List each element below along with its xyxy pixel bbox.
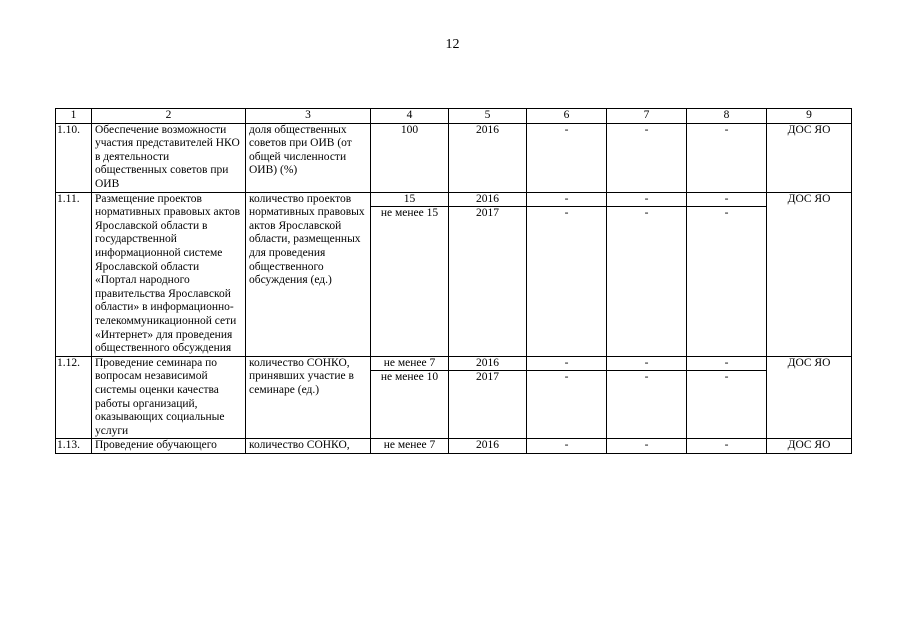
- year-cell: 2016: [449, 439, 527, 454]
- value-cell: не менее 15: [371, 207, 449, 357]
- table-row: [56, 192, 852, 207]
- row-number-cell: 1.12.: [56, 356, 92, 439]
- plan-table: [55, 108, 852, 454]
- col8-cell: -: [687, 371, 767, 439]
- col8-cell: -: [687, 439, 767, 454]
- indicator-cell: количество СОНКО,: [246, 439, 371, 454]
- executor-cell: ДОС ЯО: [767, 356, 852, 439]
- col7-cell: -: [607, 192, 687, 207]
- activity-cell: Проведение семинара по вопросам независимой системы оценки качества работы организаций, оказывающих социальные услуги: [92, 356, 246, 439]
- col6-cell: -: [527, 356, 607, 371]
- col8-cell: -: [687, 192, 767, 207]
- indicator-cell: доля общественных советов при ОИВ (от общей численности ОИВ) (%): [246, 123, 371, 192]
- header-cell: 9: [767, 109, 852, 124]
- table-row: [56, 123, 852, 192]
- indicator-cell: количество СОНКО, принявших участие в семинаре (ед.): [246, 356, 371, 439]
- col7-cell: -: [607, 207, 687, 357]
- indicator-cell: количество проектов нормативных правовых актов Ярославской области, размещенных для проведения общественного обсуждения (ед.): [246, 192, 371, 356]
- table-header-row: [56, 109, 852, 124]
- table-row: [56, 356, 852, 371]
- year-cell: 2016: [449, 356, 527, 371]
- col8-cell: -: [687, 123, 767, 192]
- value-cell: не менее 7: [371, 356, 449, 371]
- value-cell: 15: [371, 192, 449, 207]
- col7-cell: -: [607, 356, 687, 371]
- row-number-cell: 1.11.: [56, 192, 92, 356]
- col7-cell: -: [607, 123, 687, 192]
- header-cell: 4: [371, 109, 449, 124]
- row-number-cell: 1.10.: [56, 123, 92, 192]
- executor-cell: ДОС ЯО: [767, 123, 852, 192]
- col6-cell: -: [527, 439, 607, 454]
- page-number: 12: [445, 37, 460, 52]
- executor-cell: ДОС ЯО: [767, 192, 852, 356]
- col8-cell: -: [687, 207, 767, 357]
- header-cell: 7: [607, 109, 687, 124]
- col6-cell: -: [527, 207, 607, 357]
- year-cell: 2017: [449, 207, 527, 357]
- activity-cell: Обеспечение возможности участия представителей НКО в деятельности общественных советов при ОИВ: [92, 123, 246, 192]
- activity-cell: Проведение обучающего: [92, 439, 246, 454]
- header-cell: 1: [56, 109, 92, 124]
- col7-cell: -: [607, 439, 687, 454]
- col6-cell: -: [527, 192, 607, 207]
- col7-cell: -: [607, 371, 687, 439]
- header-cell: 6: [527, 109, 607, 124]
- year-cell: 2016: [449, 123, 527, 192]
- col8-cell: -: [687, 356, 767, 371]
- year-cell: 2016: [449, 192, 527, 207]
- header-cell: 3: [246, 109, 371, 124]
- col6-cell: -: [527, 371, 607, 439]
- header-cell: 2: [92, 109, 246, 124]
- executor-cell: ДОС ЯО: [767, 439, 852, 454]
- table-row: [56, 439, 852, 454]
- value-cell: 100: [371, 123, 449, 192]
- header-cell: 5: [449, 109, 527, 124]
- value-cell: не менее 10: [371, 371, 449, 439]
- year-cell: 2017: [449, 371, 527, 439]
- col6-cell: -: [527, 123, 607, 192]
- header-cell: 8: [687, 109, 767, 124]
- activity-cell: Размещение проектов нормативных правовых актов Ярославской области в государственной информационной системе Ярославской области «Портал народного правительства Ярославской области» в информационно-телекоммуникационной сети «Интернет» для проведения общественного обсуждения: [92, 192, 246, 356]
- value-cell: не менее 7: [371, 439, 449, 454]
- row-number-cell: 1.13.: [56, 439, 92, 454]
